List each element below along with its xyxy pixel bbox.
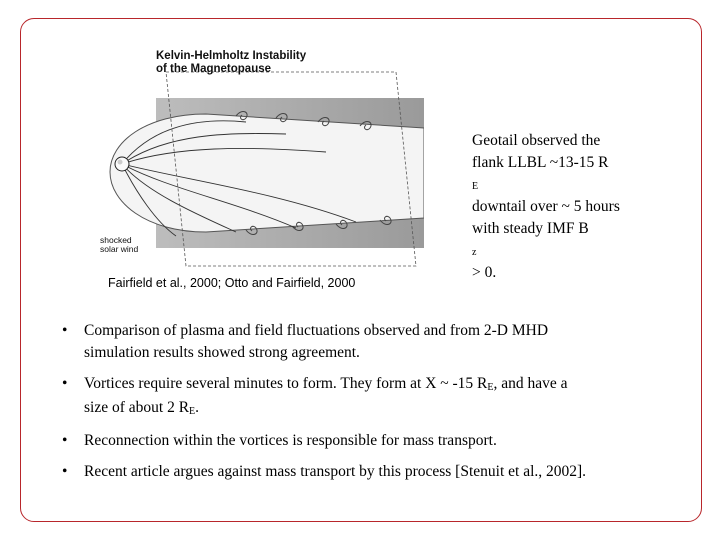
figure-title: Kelvin-Helmholtz Instability of the Magnetopause [156,50,307,75]
bullet-item: • Comparison of plasma and field fluctuations observed and from 2-D MHD simulation results showed strong agreement. [62,322,549,361]
earth [115,157,129,171]
figure-citation: Fairfield et al., 2000; Otto and Fairfield, 2000 [108,276,356,290]
bullet-item: • Recent article argues against mass transport by this process [Stenuit et al., 2002]. [62,461,682,483]
earth-shading [118,160,123,165]
magnetosphere-body [110,114,424,232]
bullet-list [62,320,682,492]
bullet-dot: • [62,322,68,339]
kh-instability-figure [96,42,424,274]
bullet-dot: • [62,432,68,449]
bullet-item: • Reconnection within the vortices is responsible for mass transport. [62,430,682,452]
bullet-dot: • [62,463,68,480]
geotail-caption: Geotail observed the flank LLBL ~13-15 R E downtail over ~ 5 hours with steady IMF B z > 0. [472,132,620,281]
bullet-dot: • [62,375,68,392]
shocked-solar-wind-label: shocked solar wind [100,235,139,254]
bullet-item: • Vortices require several minutes to form. They form at X ~ -15 RE, and have a size of about 2 RE. [62,375,568,417]
